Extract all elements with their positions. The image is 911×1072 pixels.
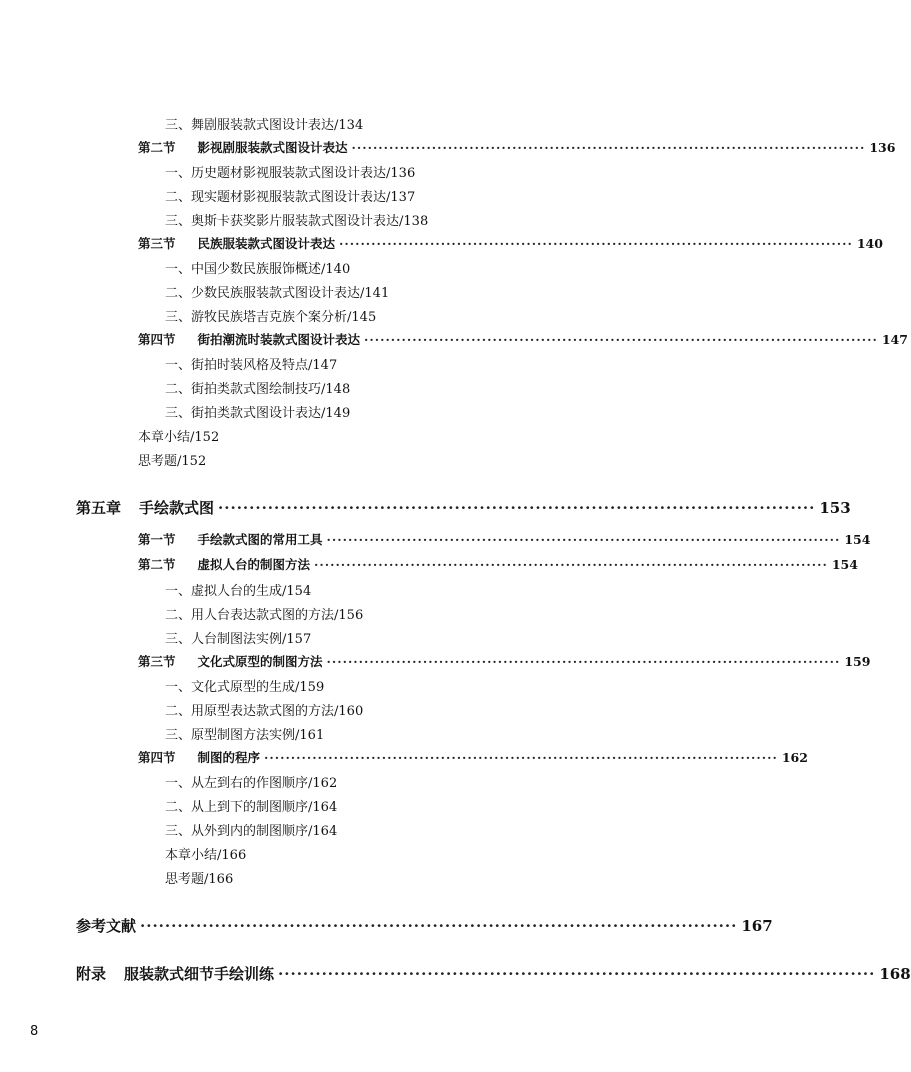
section-page: 154 [844, 532, 871, 547]
toc-subentry: 一、街拍时装风格及特点 / 147 [165, 354, 337, 373]
toc-subentry-page: 157 [286, 632, 312, 647]
toc-section[interactable] [138, 748, 808, 766]
toc-subentry: 三、舞剧服装款式图设计表达 / 134 [165, 114, 363, 133]
toc-subentry-label: 一、从左到右的作图顺序 [165, 776, 309, 791]
toc-subentry: 二、用人台表达款式图的方法 / 156 [165, 604, 363, 623]
toc-subentry-page: 148 [325, 382, 351, 397]
section-page: 147 [881, 332, 908, 347]
section-page: 154 [831, 557, 858, 572]
toc-subentry: 一、虚拟人台的生成 / 154 [165, 580, 311, 599]
toc-extra-page: 152 [181, 454, 207, 469]
toc-extra-page: 152 [194, 430, 220, 445]
toc-extra: 本章小结 / 152 [138, 426, 219, 445]
toc-subentry: 二、用原型表达款式图的方法 / 160 [165, 700, 363, 719]
toc-subentry-page: 147 [312, 358, 338, 373]
toc-subentry-page: 154 [286, 584, 312, 599]
toc-subentry-label: 一、虚拟人台的生成 [165, 584, 283, 599]
toc-subentry: 三、从外到内的制图顺序 / 164 [165, 820, 337, 839]
toc-subentry-page: 161 [299, 728, 325, 743]
toc-subentry: 二、街拍类款式图绘制技巧 / 148 [165, 378, 350, 397]
dot-leader: ································································································ [351, 140, 866, 155]
toc-section[interactable] [138, 530, 871, 548]
toc-extra-label: 本章小结 [138, 430, 191, 445]
toc-subentry-page: 160 [338, 704, 364, 719]
toc-subentry: 二、现实题材影视服装款式图设计表达 / 137 [165, 186, 415, 205]
references-page: 167 [741, 917, 773, 935]
section-title: 街拍潮流时装款式图设计表达 [197, 332, 361, 347]
section-title: 民族服装款式图设计表达 [197, 236, 336, 251]
toc-subentry-page: 136 [390, 166, 416, 181]
toc-subentry-label: 三、奥斯卡获奖影片服装款式图设计表达 [165, 214, 400, 229]
toc-subentry-label: 一、街拍时装风格及特点 [165, 358, 309, 373]
section-number: 第三节 [138, 236, 176, 251]
section-title: 虚拟人台的制图方法 [197, 557, 311, 572]
toc-subentry: 三、原型制图方法实例 / 161 [165, 724, 324, 743]
toc-chapter[interactable] [76, 497, 851, 518]
dot-leader: ································································································ [314, 557, 828, 572]
section-page: 159 [844, 654, 871, 669]
toc-subentry-page: 156 [338, 608, 364, 623]
toc-subentry-page: 159 [299, 680, 325, 695]
toc-subentry: 一、历史题材影视服装款式图设计表达 / 136 [165, 162, 415, 181]
toc-subentry-label: 二、少数民族服装款式图设计表达 [165, 286, 361, 301]
dot-leader: ································································································ [140, 917, 738, 935]
page-number: 8 [30, 1024, 39, 1039]
toc-subentry: 一、从左到右的作图顺序 / 162 [165, 772, 337, 791]
appendix-title: 服装款式细节手绘训练 [124, 965, 275, 983]
toc-subentry: 三、奥斯卡获奖影片服装款式图设计表达 / 138 [165, 210, 428, 229]
toc-subentry-page: 164 [312, 800, 338, 815]
toc-subentry-label: 三、人台制图法实例 [165, 632, 283, 647]
section-page: 140 [856, 236, 883, 251]
dot-leader: ································································································ [326, 654, 841, 669]
toc-section[interactable] [138, 330, 908, 348]
toc-subentry: 一、中国少数民族服饰概述 / 140 [165, 258, 350, 277]
toc-subentry: 二、少数民族服装款式图设计表达 / 141 [165, 282, 389, 301]
section-number: 第二节 [138, 140, 176, 155]
chapter-page: 153 [819, 499, 851, 517]
references-title: 参考文献 [76, 917, 137, 935]
toc-extra: 思考题 / 152 [138, 450, 206, 469]
section-number: 第四节 [138, 750, 176, 765]
section-title: 文化式原型的制图方法 [197, 654, 323, 669]
toc-subentry-label: 一、历史题材影视服装款式图设计表达 [165, 166, 387, 181]
toc-subentry-page: 162 [312, 776, 338, 791]
toc-subentry: 三、游牧民族塔吉克族个案分析 / 145 [165, 306, 376, 325]
section-number: 第二节 [138, 557, 176, 572]
section-number: 第一节 [138, 532, 176, 547]
toc-subentry-page: 134 [338, 118, 364, 133]
toc-section[interactable] [138, 652, 871, 670]
toc-extra: 思考题 / 166 [165, 868, 233, 887]
dot-leader: ································································································ [326, 532, 841, 547]
toc-subentry-page: 149 [325, 406, 351, 421]
dot-leader: ································································································ [339, 236, 853, 251]
chapter-number: 第五章 [76, 499, 122, 517]
toc-subentry-label: 三、舞剧服装款式图设计表达 [165, 118, 335, 133]
dot-leader: ································································································ [364, 332, 878, 347]
toc-subentry-label: 三、从外到内的制图顺序 [165, 824, 309, 839]
toc-subentry-label: 一、中国少数民族服饰概述 [165, 262, 322, 277]
toc-subentry-label: 三、游牧民族塔吉克族个案分析 [165, 310, 348, 325]
toc-subentry-label: 二、从上到下的制图顺序 [165, 800, 309, 815]
toc-subentry: 三、街拍类款式图设计表达 / 149 [165, 402, 350, 421]
toc-references[interactable] [76, 915, 773, 936]
toc-subentry-label: 二、街拍类款式图绘制技巧 [165, 382, 322, 397]
toc-subentry-label: 一、文化式原型的生成 [165, 680, 296, 695]
section-page: 162 [781, 750, 808, 765]
toc-extra-page: 166 [208, 872, 234, 887]
chapter-title: 手绘款式图 [139, 499, 215, 517]
section-page: 136 [869, 140, 896, 155]
toc-subentry-page: 145 [351, 310, 377, 325]
section-title: 手绘款式图的常用工具 [197, 532, 323, 547]
appendix-page: 168 [879, 965, 911, 983]
toc-subentry-label: 二、用原型表达款式图的方法 [165, 704, 335, 719]
dot-leader: ································································································ [278, 965, 876, 983]
toc-extra: 本章小结 / 166 [165, 844, 246, 863]
toc-subentry-label: 二、用人台表达款式图的方法 [165, 608, 335, 623]
dot-leader: ································································································ [264, 750, 778, 765]
section-number: 第四节 [138, 332, 176, 347]
toc-subentry-page: 164 [312, 824, 338, 839]
toc-section[interactable] [138, 234, 883, 252]
toc-subentry: 二、从上到下的制图顺序 / 164 [165, 796, 337, 815]
toc-subentry-label: 二、现实题材影视服装款式图设计表达 [165, 190, 387, 205]
toc-subentry-label: 三、街拍类款式图设计表达 [165, 406, 322, 421]
toc-extra-label: 思考题 [165, 872, 205, 887]
toc-extra-label: 本章小结 [165, 848, 218, 863]
toc-subentry-page: 137 [390, 190, 416, 205]
toc-subentry-page: 138 [403, 214, 429, 229]
toc-section[interactable] [138, 138, 896, 156]
toc-subentry-page: 140 [325, 262, 351, 277]
toc-subentry-label: 三、原型制图方法实例 [165, 728, 296, 743]
section-title: 影视剧服装款式图设计表达 [197, 140, 348, 155]
section-number: 第三节 [138, 654, 176, 669]
appendix-number: 附录 [76, 965, 107, 983]
toc-appendix[interactable] [76, 963, 911, 984]
toc-subentry: 一、文化式原型的生成 / 159 [165, 676, 324, 695]
toc-subentry-page: 141 [364, 286, 390, 301]
section-title: 制图的程序 [197, 750, 261, 765]
toc-section[interactable] [138, 555, 858, 573]
toc-extra-page: 166 [221, 848, 247, 863]
toc-extra-label: 思考题 [138, 454, 178, 469]
dot-leader: ································································································ [218, 499, 816, 517]
toc-subentry: 三、人台制图法实例 / 157 [165, 628, 311, 647]
